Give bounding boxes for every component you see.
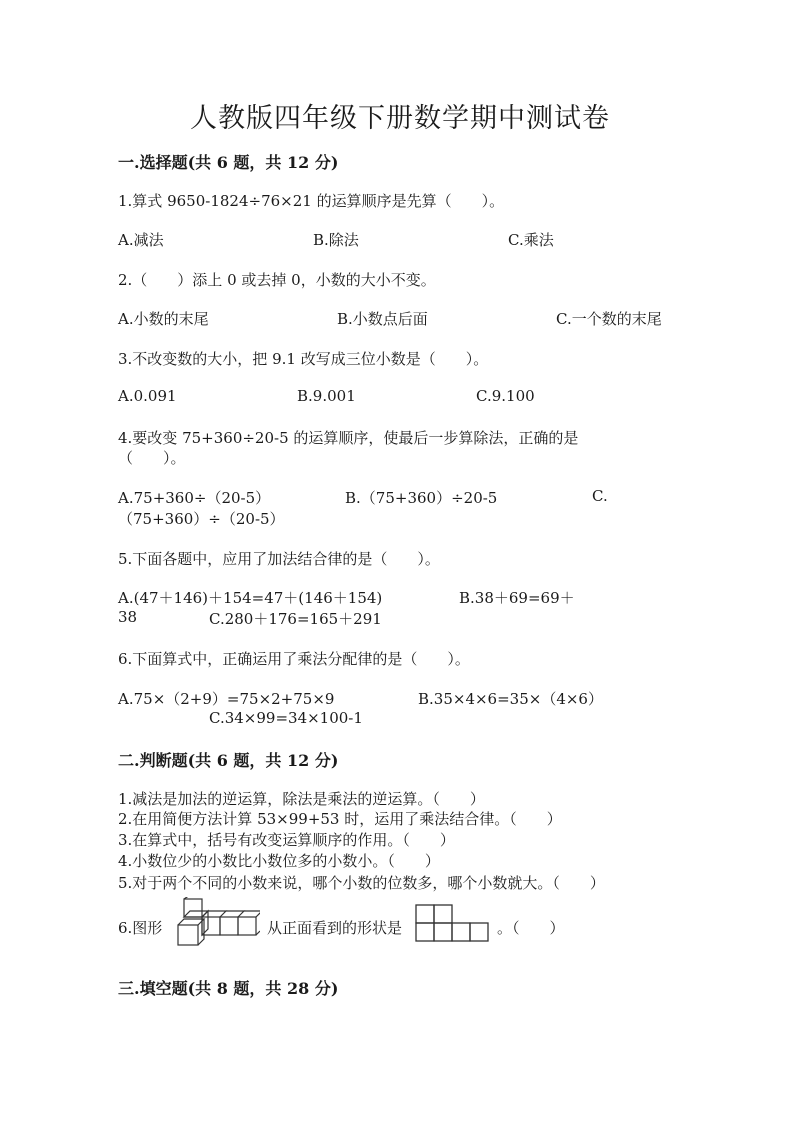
- question-5-option-b-cont: 38: [118, 608, 138, 626]
- question-3-option-a: A.0.091: [118, 387, 177, 405]
- question-5-option-a: A.(47＋146)＋154=47＋(146＋154): [118, 589, 383, 607]
- judgment-item-2: 2.在用简便方法计算 53×99+53 时，运用了乘法结合律。（ ）: [118, 810, 562, 828]
- question-6-stem: 6.下面算式中，正确运用了乘法分配律的是（ ）。: [118, 650, 470, 668]
- judgment-item-5: 5.对于两个不同的小数来说，哪个小数的位数多，哪个小数就大。（ ）: [118, 874, 605, 892]
- section-heading-judgment: 二.判断题(共 6 题，共 12 分): [118, 751, 339, 770]
- question-1-stem: 1.算式 9650-1824÷76×21 的运算顺序是先算（ ）。: [118, 192, 505, 210]
- cube-stack-figure: [174, 897, 260, 947]
- judgment-item-1: 1.减法是加法的逆运算，除法是乘法的逆运算。（ ）: [118, 790, 485, 808]
- judgment-item-3: 3.在算式中，括号有改变运算顺序的作用。（ ）: [118, 831, 455, 849]
- question-3-option-c: C.9.100: [476, 387, 535, 405]
- question-2-option-c: C.一个数的末尾: [556, 310, 662, 328]
- question-5-option-b: B.38＋69=69＋: [459, 589, 575, 607]
- question-4-stem-cont: （ ）。: [118, 449, 186, 467]
- judgment-item-6-suffix: 。（ ）: [497, 919, 565, 937]
- front-view-figure: [414, 903, 494, 943]
- question-1-option-a: A.减法: [118, 231, 164, 249]
- question-2-option-a: A.小数的末尾: [118, 310, 209, 328]
- question-3-option-b: B.9.001: [297, 387, 356, 405]
- section-heading-fill-in: 三.填空题(共 8 题，共 28 分): [118, 979, 339, 998]
- question-2-stem: 2.（ ）添上 0 或去掉 0，小数的大小不变。: [118, 271, 436, 289]
- question-6-option-a: A.75×（2+9）=75×2+75×9: [118, 690, 335, 708]
- page-title: 人教版四年级下册数学期中测试卷: [190, 103, 610, 134]
- question-6-option-c: C.34×99=34×100-1: [209, 709, 363, 727]
- question-4-option-c-label: C.: [592, 487, 608, 505]
- question-3-stem: 3.不改变数的大小，把 9.1 改写成三位小数是（ ）。: [118, 350, 489, 368]
- question-1-option-c: C.乘法: [508, 231, 554, 249]
- section-heading-choice: 一.选择题(共 6 题，共 12 分): [118, 153, 339, 172]
- judgment-item-4: 4.小数位少的小数比小数位多的小数小。（ ）: [118, 852, 440, 870]
- question-4-option-c: （75+360）÷（20-5）: [118, 510, 285, 528]
- question-4-option-a: A.75+360÷（20-5）: [118, 489, 271, 507]
- question-5-stem: 5.下面各题中，应用了加法结合律的是（ ）。: [118, 550, 440, 568]
- judgment-item-6-prefix: 6.图形: [118, 919, 163, 937]
- question-5-option-c: C.280＋176=165＋291: [209, 610, 382, 628]
- question-4-stem: 4.要改变 75+360÷20-5 的运算顺序，使最后一步算除法，正确的是: [118, 429, 579, 447]
- question-2-option-b: B.小数点后面: [337, 310, 428, 328]
- question-4-option-b: B.（75+360）÷20-5: [345, 489, 498, 507]
- question-6-option-b: B.35×4×6=35×（4×6）: [418, 690, 603, 708]
- question-1-option-b: B.除法: [313, 231, 359, 249]
- judgment-item-6-middle: 从正面看到的形状是: [267, 919, 403, 937]
